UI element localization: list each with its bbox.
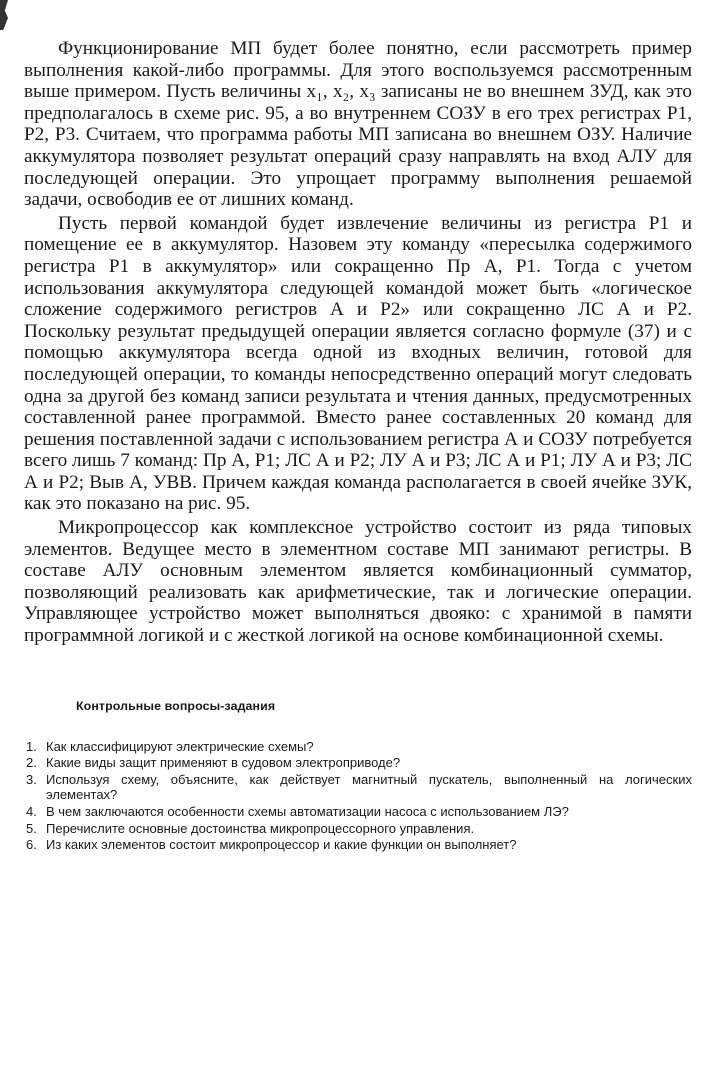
question-number: 6.: [26, 837, 37, 853]
question-number: 5.: [26, 820, 37, 836]
paragraph-2: Пусть первой командой будет извлечение величины из регистра Р1 и помещение ее в аккумулятор. Назовем эту команду «пересылка содержимого регистра Р1 в аккумулятор» или сокращенно Пр А, Р1. Тогда с учетом использования аккумулятора следующей командой может быть «логическое сложение содержимого регистров А и Р2» или сокращенно ЛС А и Р2. Поскольку результат предыдущей операции является согласно формуле (37) и с помощью аккумулятора всегда одной из входных величин, готовой для последующей операции, то команды непосредственно операций могут следовать одна за другой без команд записи результата и чтения данных, предусмотренных составленной ранее программой. Вместо ранее составленных 20 команд для решения поставленной задачи с использованием регистра А и СОЗУ потребуется всего лишь 7 команд: Пр А, Р1; ЛС А и Р2; ЛУ А и Р3; ЛС А и Р1; ЛУ А и Р3; ЛС А и Р2; Выв А, УВВ. Причем каждая команда располагается в своей ячейке ЗУК, как это показано на рис. 95.: [24, 212, 692, 515]
section-title: Контрольные вопросы-задания: [76, 698, 276, 713]
question-number: 4.: [26, 804, 37, 819]
question-text: Как классифицируют электрические схемы?: [46, 738, 314, 754]
question-text: Используя схему, объясните, как действует магнитный пускатель, выполненный на логических элементах?: [46, 771, 692, 803]
list-item: [24, 772, 692, 803]
scan-corner-mark: [0, 0, 8, 30]
list-item: [24, 739, 692, 755]
question-text: Из каких элементов состоит микропроцессор и какие функции он выполняет?: [46, 837, 517, 853]
list-item: [24, 755, 692, 771]
page-content: [24, 38, 692, 854]
question-text: Какие виды защит применяют в судовом электроприводе?: [46, 755, 401, 771]
question-text: В чем заключаются особенности схемы автоматизации насоса с использованием ЛЭ?: [46, 804, 569, 819]
question-text: Перечислите основные достоинства микропроцессорного управления.: [46, 820, 475, 836]
question-number: 3.: [26, 771, 37, 787]
questions-list: [24, 739, 692, 853]
question-number: 1.: [26, 738, 37, 754]
list-item: [24, 804, 692, 820]
paragraph-3: Микропроцессор как комплексное устройство состоит из ряда типовых элементов. Ведущее место в элементном составе МП занимают регистры. В составе АЛУ основным элементом является комбинационный сумматор, позволяющий реализовать как арифметические, так и логические операции. Управляющее устройство может выполняться двояко: с хранимой в памяти программной логикой и с жесткой логикой на основе комбинационной схемы.: [24, 517, 692, 647]
paragraph-1: Функционирование МП будет более понятно, если рассмотреть пример выполнения какой-либо программы. Для этого воспользуемся рассмотренным выше примером. Пусть величины x₁, x₂, x₃ записаны не во внешнем ЗУД, как это предполагалось в схеме рис. 95, а во внутреннем СОЗУ в его трех регистрах Р1, Р2, Р3. Считаем, что программа работы МП записана во внешнем ОЗУ. Наличие аккумулятора позволяет результат операций сразу направлять на вход АЛУ для последующей операции. Это упрощает программу выполнения решаемой задачи, освободив ее от лишних команд.: [24, 38, 692, 211]
list-item: [24, 837, 692, 853]
list-item: [24, 821, 692, 837]
question-number: 2.: [26, 755, 37, 771]
